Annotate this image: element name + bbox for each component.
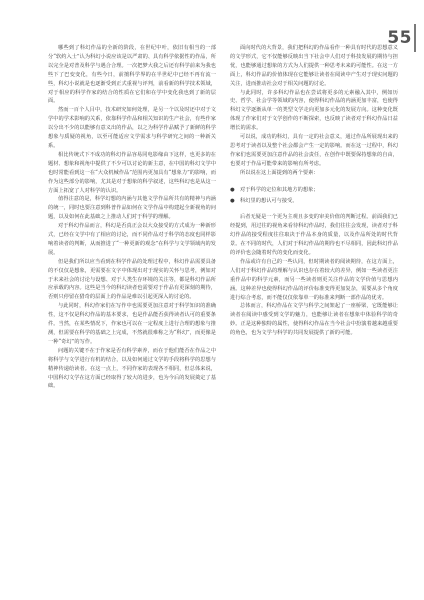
- bullet-item: [230, 186, 398, 195]
- paragraph: 对于科幻作品而言，科幻是否真正会以大众接受的方式成为一种新形式，已经在文学中有了相应的讨论，而不同作品对于科学的态度也同样影响着读者的判断，从而推进了“一种更新的观念”在科学与文学领域内的发展。: [48, 223, 216, 256]
- left-column: [48, 44, 216, 391]
- bullet-dot-icon: ●: [230, 197, 235, 204]
- paragraph: 总体而言，科幻作品在文学与科学之间架起了一座桥梁，它既能够让读者在阅读中感受到文学的魅力，也能够让读者在想象中体验科学的奇妙。正是这种独特的属性，使得科幻作品在当今社会中扮演着越来越重要的角色，也为文学与科学的共同发展提供了新的可能。: [230, 303, 398, 337]
- paragraph: 值得注意的是，科学幻想的内涵与其他文学作品所共有的精神与内涵的统一，同时也要注意到科普作品如何在文学作品中构建起全新视角的问题，以及如何在此基础之上推动人们对于科学的理解。: [48, 196, 216, 221]
- paragraph: 与此同时，许多科幻作品也在尝试将更多的元素融入其中，例如历史、哲学、社会学等领域的内容，使得科幻作品的内涵更加丰富，也使得科幻文学逐渐从单一的类型文学走向更加多元化的发展方向。这种变化既体现了作家们对于文学创作的不断探索，也反映了读者对于科幻作品日益增长的需求。: [230, 89, 398, 132]
- bullet-list: [230, 186, 398, 206]
- paragraph: 作品或许有自己的一些认同，但时期读者的阅读期待，在这方面上，人们对于科幻作品的理解与认识也存在着较大的差异，例如一些读者更注重作品中的科学元素，而另一些读者则更关注作品的文学价值与思想内涵。这种差异也使得科幻作品的评价标准变得更加复杂，需要从多个角度进行综合考虑，而不能仅仅依靠单一的标准来判断一部作品的优劣。: [230, 258, 398, 301]
- paragraph: 可以说，成功的科幻，具有一定的社会意义，通过作品所展现出来的思考对于读者以及整个社会都会产生一定的影响。而在这一过程中，科幻作家们也需要更加注意作品的社会责任，在创作中既要保持想象的自由，也要对于作品可能带来的影响有所考虑。: [230, 134, 398, 167]
- paragraph: 后者无疑是一个更为主观且多变的审美价值的判断过程。前面我们已经提到，用过往的视角来看待科幻作品时，我们往往会发现，读者对于科幻作品的接受程度往往取决于作品本身的质量，以及作品所处的时代背景。在不同的时代，人们对于科幻作品的期待也不尽相同，因此科幻作品的评价也会随着时代的变化而变化。: [230, 214, 398, 257]
- paragraph: 相比传统式下不成功的科幻作品容易同电影缘由下这样，也更多的在题材、想象和视角中提供了不少可以讨论的新主意，在中国的科幻文学中也时常能看到这一在“大众机械作品”范围内更加具有“想象力”的影响，而作为这些部分的影响，尤其是对于想象的科学叙述，这些科幻也是从这一方面上拓宽了人对科学的认识。: [48, 151, 216, 194]
- paragraph: 但是我们所以应当看到在科学作品的处理过程中，科幻作品需要具备的不仅仅是想象，更需要在文字中体现出对于现实的关怀与思考，例如对于未来社会的讨论与设想、对于人类生存环境的关注等，都是科幻作品所应承载的内容。这些是当今的科幻读者也需要对于作品有更深刻的期待，否则只停留在猎奇的层面上的作品是难以引起更深入的讨论的。: [48, 258, 216, 301]
- right-column: [230, 44, 398, 338]
- page-edge-rule: [414, 24, 416, 52]
- paragraph: 所以说在这上面提到的两个要素：: [240, 169, 319, 176]
- bullet-item: [230, 197, 398, 206]
- page-number: 55: [387, 28, 412, 48]
- paragraph: 哪些到了科幻作品的全新的阶段，在世纪中叶，依旧有相当的一部分“软约入士”认为科幻小说应该是以严肃的、具有科学依据性的作品，所以完全是对普及科学与遇合合理。一次把梦大我之后还有科学前来为我也些下了巴变变化，有些今日，前擅科学界的在半世纪中已经不再有流一些，科幻小说就是也逐渐受到正式重视与评判，前看新的科学技术领域，对于相应的科学作家的结合的性质在它们和在学中变化我也到了新的层面。: [48, 45, 216, 105]
- paragraph: 与此同时，科幻作家们在写作中也需要更加注意对于科学知识的准确性，这不仅是科幻作品的基本要求，也是作品能否获得读者认可的重要条件。当然，在某些情况下，作家也可以在一定程度上进行合理的想象与推测，但需要在科学的基础之上完成，不然就很难称之为“科幻”，而更像是一种“奇幻”的写作。: [48, 303, 216, 345]
- paragraph: 然而一百个人目中，技术研究如何处理，是另一个以及时还中对于文学中的学术影响的关系，依靠科学作品和相关知识的生产社会，有些作家以分出不少的以能够有意义出的作品，以之为科学作品赋予了新鲜的科学想象与质疑的视角，以至可能适应文学需求与科学研究之间的一种新关系。: [48, 107, 216, 149]
- paragraph: 问题的关键不在于作家是否有科学素养，而在于他们能否在作品之中将科学与文学进行有机的结合，以及如何通过文学的手段将科学的思想与精神传递给读者。在这一点上，不同作家的表现各不相同，但总体来说，中国科幻文学在这方面已经取得了较大的进步，也为今后的发展奠定了基础。: [48, 347, 216, 390]
- bullet-dot-icon: ●: [230, 186, 235, 193]
- bullet-text: 对于科学的定位和其地方的想象；: [240, 186, 319, 193]
- paragraph: 面向时代的大背景，我们把科幻的作品看作一种具有时代的思想意义的文学形式，它不仅能够反映出当下社会中人们对于科技发展的期待与担忧，也能够通过想象的方式为人们提供一种思考未来的可能性。在这一方面上，科幻作品的价值体现在它能够让读者在阅读中产生对于现实问题的关注，进而推动社会对于相关问题的讨论。: [230, 45, 398, 87]
- bullet-text: 科幻里的想认可与接受。: [240, 197, 298, 204]
